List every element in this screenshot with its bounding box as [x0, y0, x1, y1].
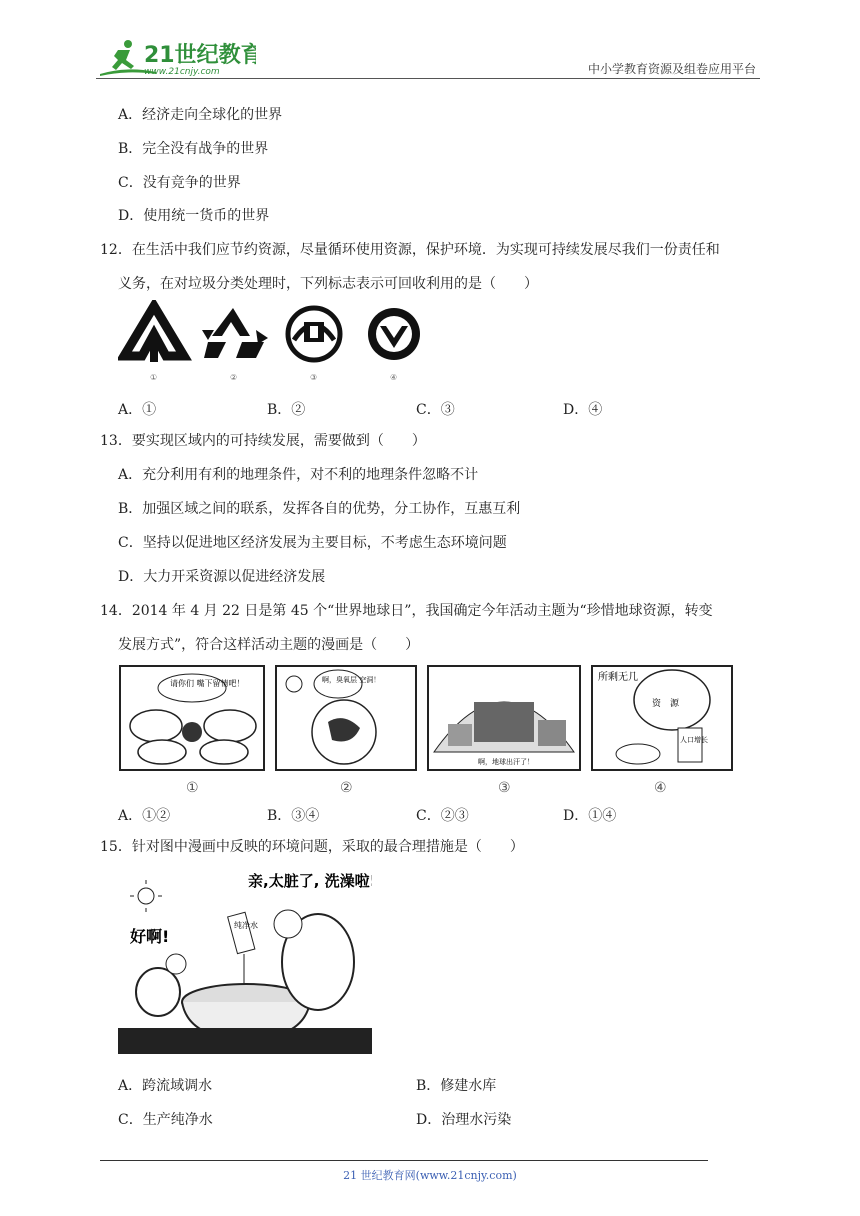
logo-main-text: 21世纪教育 [144, 43, 256, 68]
emblem-icon [288, 308, 340, 360]
q14-option-b: B．③④ [267, 808, 320, 824]
comic2-bubble-text: 啊，臭氧层 空洞！ [322, 676, 381, 684]
recycle-icon [202, 308, 268, 358]
sun-icon [130, 880, 162, 912]
comic1-bubble-text: 请你们 嘴下留情吧！ [170, 679, 245, 688]
q11-option-d: D．使用统一货币的世界 [118, 208, 270, 224]
cartoon-left-bubble: 好啊! [130, 927, 170, 946]
q12-stem-line2: 义务，在对垃圾分类处理时，下列标志表示可回收利用的是（ ） [118, 276, 538, 292]
q14-fig-label-3: ③ [498, 780, 511, 796]
comic4-globe-text: 资 源 [652, 699, 680, 709]
q14-stem-line2: 发展方式”，符合这样活动主题的漫画是（ ） [118, 637, 420, 653]
comic-3 [428, 666, 580, 770]
q12-option-d: D．④ [563, 402, 603, 418]
comic3-caption: 啊，地球出汗了！ [478, 758, 534, 766]
q15-cartoon-figure [118, 862, 372, 1058]
q14-option-d: D．①④ [563, 808, 617, 824]
cartoon-right-bubble: 亲,太脏了, 洗澡啦! [248, 872, 372, 890]
comic-1 [120, 666, 264, 770]
q12-option-b: B．② [267, 402, 306, 418]
q14-comics-figure [118, 662, 768, 798]
comic-4 [592, 666, 732, 770]
q13-option-c: C．坚持以促进地区经济发展为主要目标，不考虑生态环境问题 [118, 535, 507, 551]
bottle-label: 纯净水 [234, 921, 258, 930]
q11-option-c: C．没有竞争的世界 [118, 175, 241, 191]
q14-fig-label-4: ④ [654, 780, 667, 796]
comic-2 [276, 666, 416, 770]
q12-fig-label-1: ① [150, 373, 158, 382]
logo [96, 36, 256, 80]
q15-option-c: C．生产纯净水 [118, 1112, 213, 1128]
symbol-triangle-icon [124, 306, 184, 362]
header-divider [96, 78, 760, 79]
q13-option-a: A．充分利用有利的地理条件，对不利的地理条件忽略不计 [118, 467, 479, 483]
q14-option-a: A．①② [118, 808, 171, 824]
q15-stem: 15．针对图中漫画中反映的环境问题，采取的最合理措施是（ ） [100, 839, 524, 855]
q14-fig-label-2: ② [340, 780, 353, 796]
q12-fig-label-4: ④ [390, 373, 398, 382]
comic4-side-text: 所剩无几 [598, 672, 638, 683]
q12-fig-label-2: ② [230, 373, 238, 382]
q15-option-d: D．治理水污染 [416, 1112, 512, 1128]
q14-fig-label-1: ① [186, 780, 199, 796]
q12-symbols-figure [118, 300, 438, 388]
q15-option-a: A．跨流域调水 [118, 1078, 213, 1094]
comic4-bag-text: 人口增长 [680, 736, 708, 744]
q11-option-a: A．经济走向全球化的世界 [118, 107, 283, 123]
q13-stem: 13．要实现区域内的可持续发展，需要做到（ ） [100, 433, 426, 449]
q12-option-c: C．③ [416, 402, 455, 418]
q12-fig-label-3: ③ [310, 373, 318, 382]
logo-sub-text: www.21cnjy.com [144, 67, 220, 77]
q14-option-c: C．②③ [416, 808, 469, 824]
q13-option-d: D．大力开采资源以促进经济发展 [118, 569, 326, 585]
q11-option-b: B．完全没有战争的世界 [118, 141, 269, 157]
header-platform-text: 中小学教育资源及组卷应用平台 [587, 62, 756, 76]
q12-stem-line1: 12．在生活中我们应节约资源，尽量循环使用资源，保护环境．为实现可持续发展尽我们一份责任和 [100, 242, 720, 258]
q12-option-a: A．① [118, 402, 157, 418]
footer-divider [100, 1160, 708, 1161]
footer-text: 21 世纪教育网(www.21cnjy.com) [343, 1169, 517, 1182]
circle-v-icon [368, 308, 420, 360]
q15-option-b: B．修建水库 [416, 1078, 497, 1094]
q13-option-b: B．加强区域之间的联系，发挥各自的优势，分工协作，互惠互利 [118, 501, 521, 517]
q14-stem-line1: 14．2014 年 4 月 22 日是第 45 个“世界地球日”，我国确定今年活动主题为“珍惜地球资源，转变 [100, 603, 713, 619]
